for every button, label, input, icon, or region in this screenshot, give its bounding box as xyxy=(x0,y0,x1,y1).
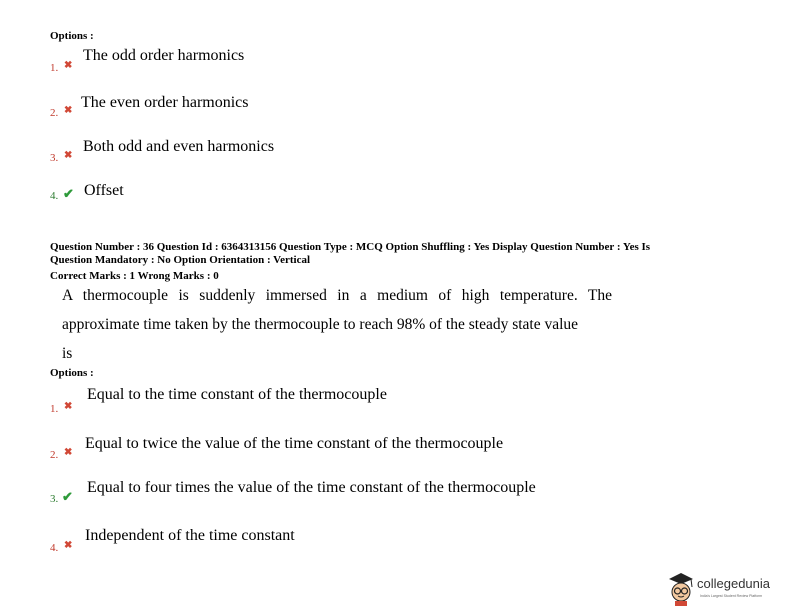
cross-icon: ✖ xyxy=(64,60,73,71)
option-number: 3. xyxy=(50,152,59,164)
option-text: Independent of the time constant xyxy=(85,527,295,544)
cross-icon: ✖ xyxy=(64,105,73,116)
option-number: 4. xyxy=(50,190,59,202)
option-number: 1. xyxy=(50,403,59,415)
cross-icon: ✖ xyxy=(64,447,73,458)
cross-icon: ✖ xyxy=(64,401,73,412)
check-icon: ✔ xyxy=(62,489,73,504)
option-number: 2. xyxy=(50,449,59,461)
option-text: Equal to four times the value of the time constant of the thermocouple xyxy=(87,479,536,496)
option-number: 1. xyxy=(50,62,59,74)
option-text: The odd order harmonics xyxy=(83,47,245,64)
option-text: The even order harmonics xyxy=(81,94,249,111)
q36-meta-line-1: Question Number : 36 Question Id : 6364313156 Question Type : MCQ Option Shuffling : Yes Display Question Number : Yes Is xyxy=(50,241,651,253)
option-text: Offset xyxy=(84,182,124,199)
check-icon: ✔ xyxy=(63,186,74,201)
q36-marks-line: Correct Marks : 1 Wrong Marks : 0 xyxy=(50,270,219,282)
option-number: 2. xyxy=(50,107,59,119)
q36-meta-line-2: Question Mandatory : No Option Orientation : Vertical xyxy=(50,254,311,266)
collegedunia-watermark xyxy=(666,570,788,608)
q36-options-label: Options : xyxy=(50,367,94,379)
q36-question-line-2: approximate time taken by the thermocouple to reach 98% of the steady state value xyxy=(62,316,579,333)
option-text: Equal to the time constant of the thermocouple xyxy=(87,386,387,403)
option-text: Both odd and even harmonics xyxy=(83,138,275,155)
option-number: 3. xyxy=(50,493,59,505)
q36-question-line-1: A thermocouple is suddenly immersed in a medium of high temperature. The xyxy=(62,287,612,304)
mascot-icon xyxy=(666,570,696,606)
cross-icon: ✖ xyxy=(64,540,73,551)
q36-question-line-3: is xyxy=(62,345,73,362)
cross-icon: ✖ xyxy=(64,150,73,161)
q35-options-label: Options : xyxy=(50,30,94,42)
brand-name: collegedunia xyxy=(697,576,771,591)
brand-tagline: India's Largest Student Review Platform xyxy=(700,594,763,598)
option-number: 4. xyxy=(50,542,59,554)
option-text: Equal to twice the value of the time constant of the thermocouple xyxy=(85,435,504,452)
